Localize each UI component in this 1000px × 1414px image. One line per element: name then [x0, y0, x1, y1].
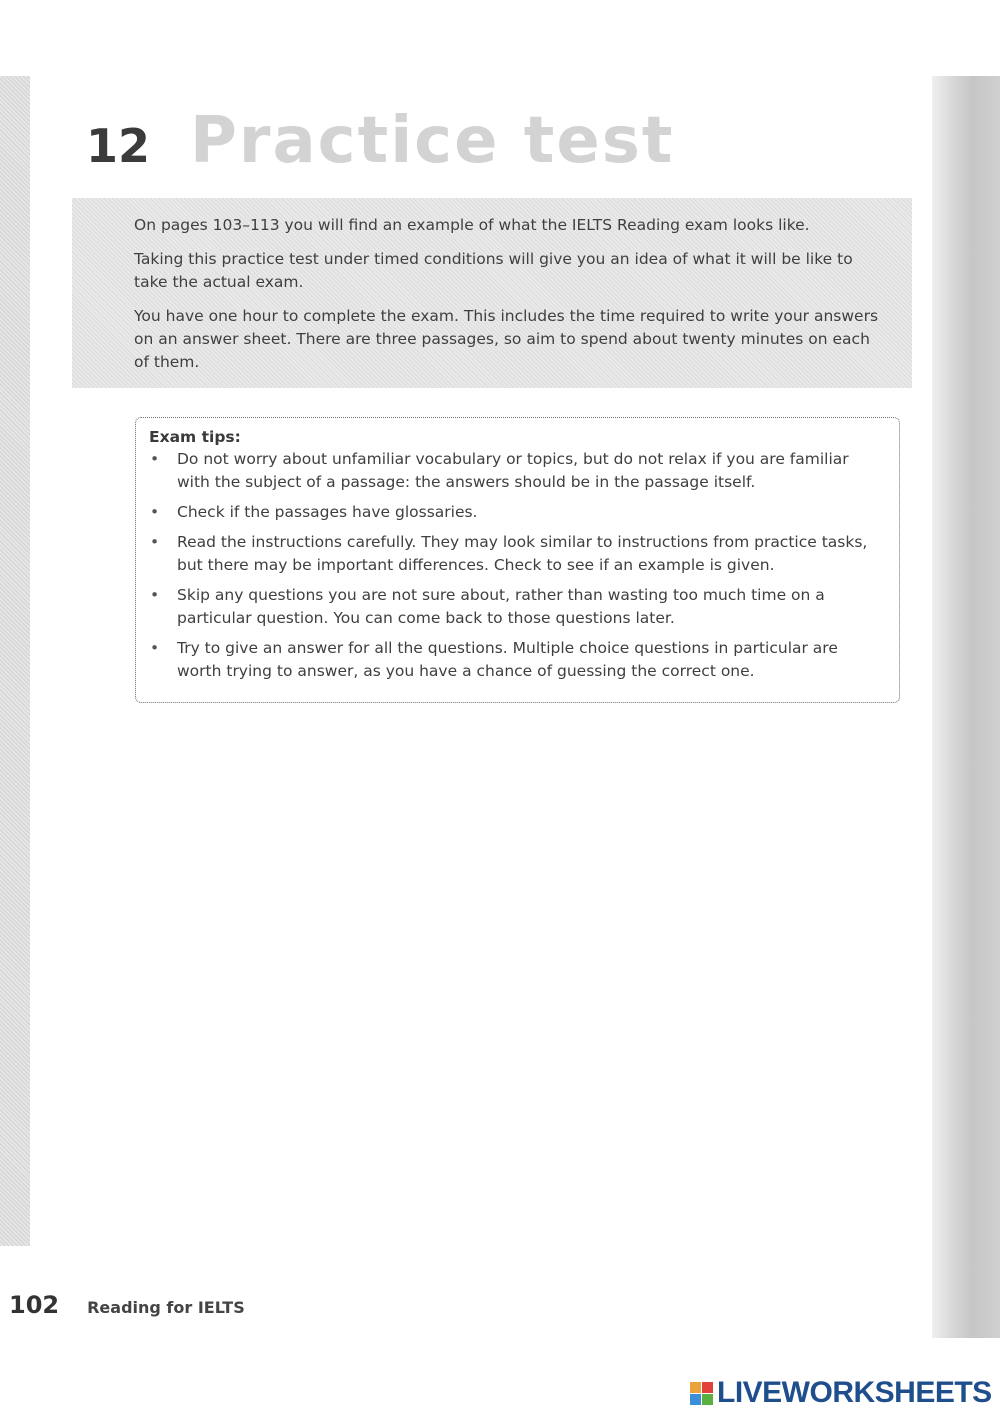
liveworksheets-logo-icon [690, 1382, 713, 1405]
book-title: Reading for IELTS [87, 1298, 245, 1317]
logo-square [690, 1382, 701, 1393]
exam-tip-text: Skip any questions you are not sure about, rather than wasting too much time on a particular question. You can come back to those questions later. [177, 586, 825, 627]
bullet-icon: • [150, 450, 160, 468]
intro-paragraph: On pages 103–113 you will find an example of what the IELTS Reading exam looks like. [134, 216, 810, 234]
exam-tip-item [149, 501, 875, 524]
logo-square [690, 1394, 701, 1405]
page-number: 102 [9, 1291, 60, 1319]
liveworksheets-wordmark: LIVEWORKSHEETS [717, 1376, 992, 1409]
logo-square [702, 1382, 713, 1393]
liveworksheets-brand [690, 1376, 992, 1410]
intro-box [72, 198, 912, 388]
exam-tip-item [149, 584, 875, 630]
page-footer [9, 1291, 245, 1319]
unit-heading [86, 104, 674, 184]
exam-tip-text: Do not worry about unfamiliar vocabulary or topics, but do not relax if you are familiar with the subject of a passage: the answers should be in the passage itself. [177, 450, 849, 491]
bullet-icon: • [150, 533, 160, 551]
scan-edge-left [0, 76, 30, 1246]
exam-tip-text: Read the instructions carefully. They may look similar to instructions from practice tasks, but there may be important differences. Check to see if an example is given. [177, 533, 868, 574]
unit-number: 12 [86, 119, 151, 173]
unit-title: Practice test [190, 104, 675, 178]
exam-tips-box [135, 417, 900, 703]
scan-edge-right [932, 76, 1000, 1338]
bullet-icon: • [150, 639, 160, 657]
intro-paragraph: You have one hour to complete the exam. This includes the time required to write your answers on an answer sheet. There are three passages, so aim to spend about twenty minutes on each of them. [134, 307, 879, 371]
intro-paragraph: Taking this practice test under timed conditions will give you an idea of what it will be like to take the actual exam. [134, 250, 853, 291]
exam-tip-text: Check if the passages have glossaries. [177, 503, 478, 521]
bullet-icon: • [150, 503, 160, 521]
logo-square [702, 1394, 713, 1405]
exam-tip-item [149, 531, 875, 577]
exam-tips-list [149, 448, 875, 683]
exam-tip-text: Try to give an answer for all the questions. Multiple choice questions in particular are worth trying to answer, as you have a chance of guessing the correct one. [177, 639, 838, 680]
exam-tip-item [149, 448, 875, 494]
exam-tip-item [149, 637, 875, 683]
exam-tips-heading: Exam tips: [149, 428, 241, 446]
bullet-icon: • [150, 586, 160, 604]
